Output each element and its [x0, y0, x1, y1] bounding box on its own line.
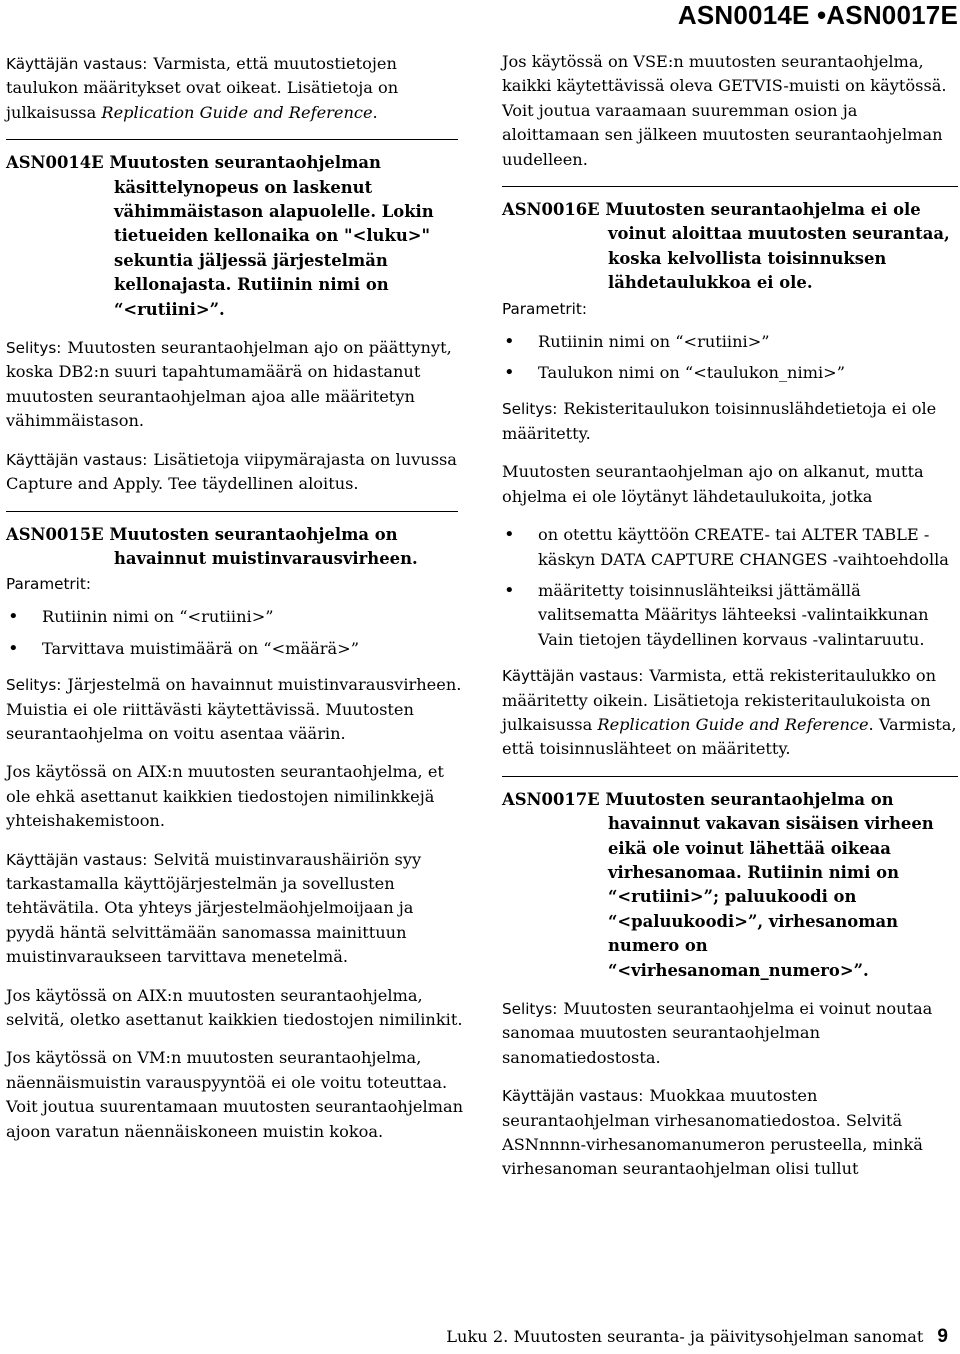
list-item: • Taulukon nimi on “<taulukon_nimi>”: [502, 361, 957, 385]
message-code: ASN0014E: [6, 153, 104, 173]
aix-note: Jos käytössä on AIX:n muutosten seurantaohjelma, selvitä, oletko asettanut kaikkien tiedostojen nimilinkit.: [6, 985, 463, 1029]
section-rule: [502, 186, 958, 187]
parameters-label: Parametrit:: [502, 299, 587, 318]
user-response: Käyttäjän vastaus: Muokkaa muutosten seurantaohjelman virhesanomatiedostoa. Selvitä ASNnnnn-virhesanomanumeron perusteella, minkä virhesanoman seurantaohjelman olisi tullut: [502, 1086, 923, 1179]
vm-note: Jos käytössä on VM:n muutosten seurantaohjelma, näennäismuistin varauspyyntöä ei ole voitu toteuttaa. Voit joutua suurentamaan muutosten seurantaohjelman ajoon varatun näennäiskoneen muistin kokoa.: [6, 1048, 464, 1141]
intro-response: Käyttäjän vastaus: Varmista, että muutostietojen taulukon määritykset ovat oikeat. Lisätietoja on julkaisussa Replication Guide and Reference.: [6, 54, 399, 122]
parameter-list: [6, 605, 464, 661]
message-asn0016e: ASN0016E Muutosten seurantaohjelma ei ole voinut aloittaa muutosten seurantaa, koska kelvollista toisinnuksen lähdetaulukkoa ei ole.: [502, 200, 950, 293]
left-column: [6, 52, 464, 1158]
explanation: Selitys: Muutosten seurantaohjelma ei voinut noutaa sanomaa muutosten seurantaohjelman sanomatiedostosta.: [502, 999, 933, 1067]
message-asn0017e: ASN0017E Muutosten seurantaohjelma on havainnut vakavan sisäisen virheen eikä ole voinut lähettää oikeaa virhesanomaa. Rutiinin nimi on “<rutiini>”; paluukoodi on “<paluukoodi>”, virhesanoman numero on “<virhesanoman_numero>”.: [502, 789, 934, 980]
condition-list: [502, 523, 957, 652]
user-response: Käyttäjän vastaus: Selvitä muistinvaraushäiriön syy tarkastamalla käyttöjärjestelmän ja sovellusten tehtävätila. Ota yhteys järjestelmäohjelmoijaan ja pyydä häntä selvittämään sanomassa mainittuun muistinvaraukseen tarvittava menetelmä.: [6, 849, 422, 967]
message-code: ASN0017E: [502, 789, 600, 809]
aix-note: Jos käytössä on AIX:n muutosten seurantaohjelma, et ole ehkä asettanut kaikkien tiedostojen nimilinkkejä yhteishakemistoon.: [6, 762, 444, 831]
parameter-list: [502, 330, 957, 386]
list-item: • Tarvittava muistimäärä on “<määrä>”: [6, 637, 464, 661]
right-column: [502, 50, 957, 1196]
explanation: Selitys: Muutosten seurantaohjelman ajo on päättynyt, koska DB2:n suuri tapahtumamäärä on hidastanut muutosten seurantaohjelman ajoa alle määritetyn vähimmäistason.: [6, 338, 452, 431]
section-rule: [6, 511, 458, 512]
message-asn0014e: ASN0014E Muutosten seurantaohjelman käsittelynopeus on laskenut vähimmäistason alapuolelle. Lokin tietueiden kellonaika on "<luku>" sekuntia jäljessä järjestelmän kellonajasta. Rutiinin nimi on “<rutiini>”.: [6, 153, 434, 319]
list-item: • Rutiinin nimi on “<rutiini>”: [502, 330, 957, 354]
running-head: ASN0014E •ASN0017E: [677, 0, 958, 30]
user-response: Käyttäjän vastaus: Lisätietoja viipymärajasta on luvussa Capture and Apply. Tee täydellinen aloitus.: [6, 449, 457, 494]
section-rule: [502, 776, 958, 777]
message-asn0015e: ASN0015E Muutosten seurantaohjelma on havainnut muistinvarausvirheen.: [6, 524, 418, 568]
list-item: • on otettu käyttöön CREATE- tai ALTER TABLE -käskyn DATA CAPTURE CHANGES -vaihtoehdolla: [502, 523, 957, 572]
response-label: Käyttäjän vastaus:: [6, 55, 148, 73]
list-item: • määritetty toisinnuslähteiksi jättämällä valitsematta Määritys lähteeksi -valintaikkunan Vain tietojen täydellinen korvaus -valintaruutu.: [502, 579, 957, 652]
section-rule: [6, 139, 458, 140]
explanation: Selitys: Rekisteritaulukon toisinnuslähdetietoja ei ole määritetty.: [502, 399, 937, 443]
page-number: 9: [937, 1326, 948, 1347]
vse-note: Jos käytössä on VSE:n muutosten seurantaohjelma, kaikki käytettävissä oleva GETVIS-muisti on käytössä. Voit joutua varaamaan suuremman osion ja aloittamaan sen jälkeen muutosten seurantaohjelman uudelleen.: [502, 52, 947, 169]
explanation: Selitys: Järjestelmä on havainnut muistinvarausvirheen. Muistia ei ole riittävästi käytettävissä. Muutosten seurantaohjelma on voitu asentaa väärin.: [6, 675, 462, 743]
message-code: ASN0016E: [502, 200, 600, 220]
list-item: • Rutiinin nimi on “<rutiini>”: [6, 605, 464, 629]
started-note: Muutosten seurantaohjelman ajo on alkanut, mutta ohjelma ei ole löytänyt lähdetaulukoita, jotka: [502, 462, 924, 506]
message-code: ASN0015E: [6, 524, 104, 544]
chapter-title: Luku 2. Muutosten seuranta- ja päivitysohjelman sanomat: [446, 1327, 924, 1346]
user-response: Käyttäjän vastaus: Varmista, että rekisteritaulukko on määritetty oikein. Lisätietoja rekisteritaulukoista on julkaisussa Replication Guide and Reference. Varmista, että toisinnuslähteet on määritetty.: [502, 666, 957, 759]
page-footer: [446, 1326, 948, 1348]
parameters-label: Parametrit:: [6, 575, 91, 594]
